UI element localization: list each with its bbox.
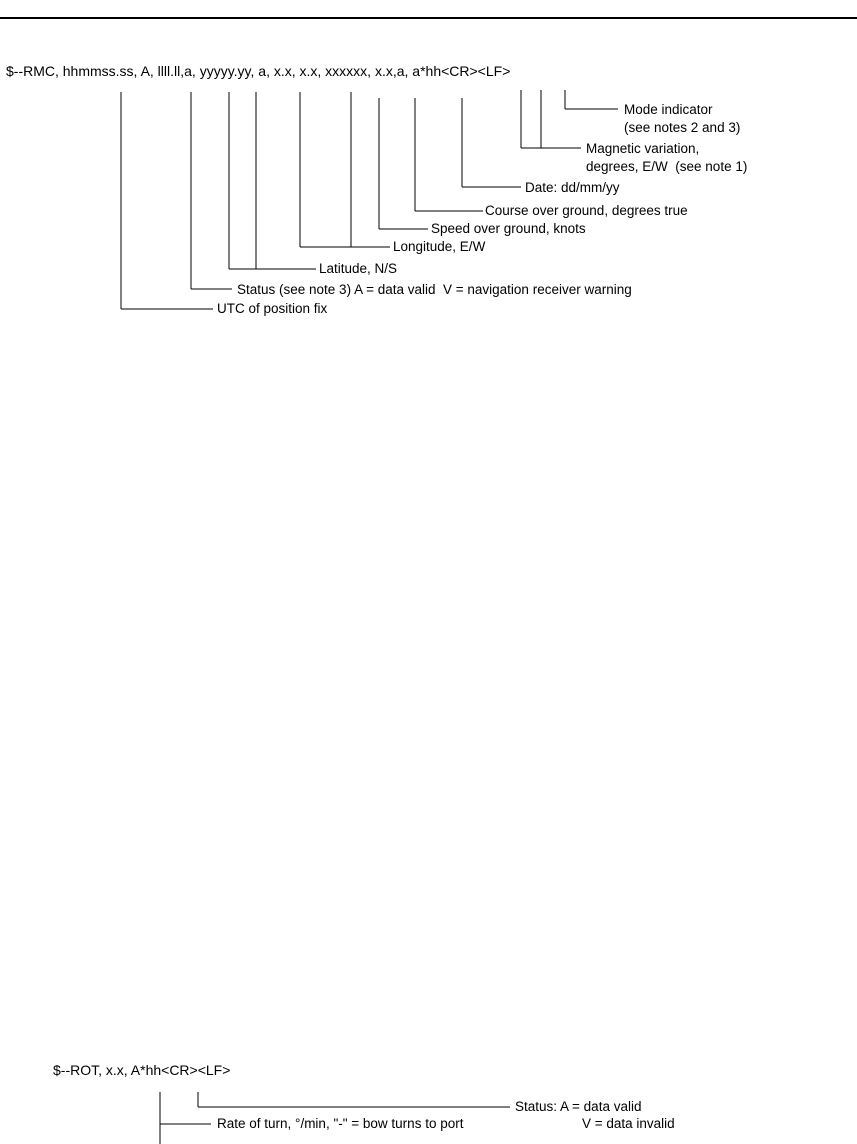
label-rot-rate: Rate of turn, °/min, "-" = bow turns to port: [217, 1116, 464, 1131]
label-date: Date: dd/mm/yy: [525, 180, 620, 195]
label-rot-status-1: Status: A = data valid: [515, 1099, 642, 1114]
label-rot-status-2: V = data invalid: [582, 1116, 675, 1131]
label-speed: Speed over ground, knots: [431, 221, 586, 236]
label-course: Course over ground, degrees true: [485, 203, 688, 218]
label-utc: UTC of position fix: [217, 301, 328, 316]
label-mode-2: (see notes 2 and 3): [624, 120, 741, 135]
label-magvar-2: degrees, E/W (see note 1): [586, 159, 748, 174]
label-mode-1: Mode indicator: [624, 102, 713, 117]
label-magvar-1: Magnetic variation,: [586, 141, 700, 156]
label-longitude: Longitude, E/W: [393, 239, 486, 254]
rmc-sentence: $--RMC, hhmmss.ss, A, llll.ll,a, yyyyy.yy, a, x.x, x.x, xxxxxx, x.x,a, a*hh<CR><LF>: [6, 63, 511, 79]
label-status: Status (see note 3) A = data valid V = navigation receiver warning: [237, 282, 632, 297]
rot-sentence: $--ROT, x.x, A*hh<CR><LF>: [53, 1062, 231, 1078]
label-latitude: Latitude, N/S: [319, 261, 398, 276]
